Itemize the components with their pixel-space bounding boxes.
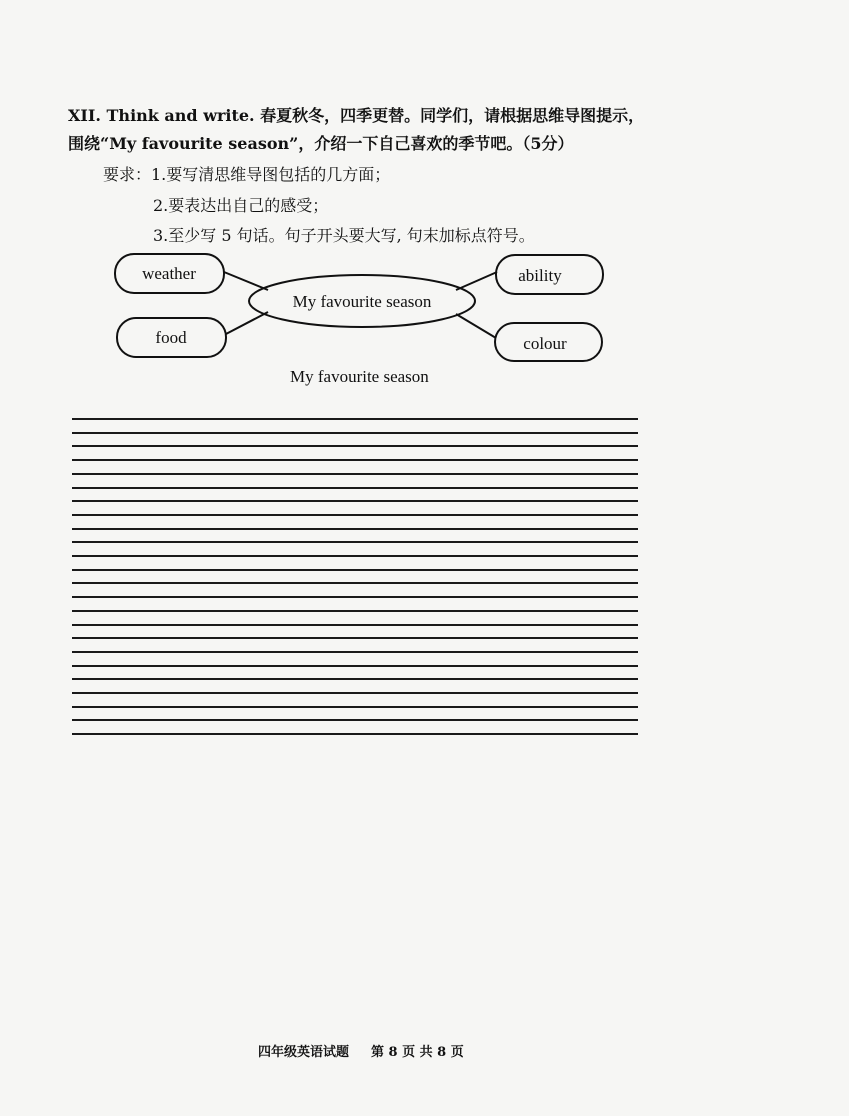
writing-line: [72, 651, 638, 653]
requirement-1: 要求：1.要写清思维导图包括的几方面；: [103, 165, 391, 184]
writing-line: [72, 665, 638, 667]
requirement-2: 2.要表达出自己的感受；: [153, 196, 329, 215]
page-footer: [258, 1041, 486, 1060]
node-food-label: food: [155, 328, 187, 347]
writing-line: [72, 610, 638, 612]
node-colour-label: colour: [523, 334, 567, 353]
exam-name: 四年级英语试题: [258, 1045, 350, 1060]
connector-weather: [224, 272, 268, 290]
writing-line: [72, 706, 638, 708]
node-weather-label: weather: [142, 264, 196, 283]
writing-line: [72, 541, 638, 543]
writing-line: [72, 719, 638, 721]
writing-line: [72, 432, 638, 434]
section-title-line-1: XII. Think and write. 春夏秋冬，四季更替。同学们，请根据思维导图提示，: [68, 106, 645, 125]
center-node: [249, 275, 475, 327]
node-weather: [115, 254, 224, 293]
writing-line: [72, 582, 638, 584]
writing-line: [72, 678, 638, 680]
writing-line: [72, 500, 638, 502]
writing-line: [72, 418, 638, 420]
writing-line: [72, 487, 638, 489]
connector-food: [226, 312, 268, 334]
node-ability-label: ability: [518, 266, 562, 285]
writing-line: [72, 569, 638, 571]
writing-line: [72, 528, 638, 530]
node-ability: [496, 255, 603, 294]
writing-line: [72, 459, 638, 461]
center-node-label: My favourite season: [292, 292, 432, 311]
writing-title: My favourite season: [290, 367, 429, 386]
requirement-3: 3.至少写 5 句话。句子开头要大写, 句末加标点符号。: [153, 226, 535, 245]
section-title-line-2: 围绕“My favourite season”，介绍一下自己喜欢的季节吧。（5分）: [68, 134, 574, 153]
node-colour: [495, 323, 602, 361]
writing-line: [72, 473, 638, 475]
connector-ability: [456, 272, 497, 290]
writing-line: [72, 692, 638, 694]
writing-line: [72, 445, 638, 447]
page-number: 第 8 页 共 8 页: [371, 1045, 464, 1060]
writing-line: [72, 555, 638, 557]
writing-line: [72, 624, 638, 626]
writing-line: [72, 637, 638, 639]
node-food: [117, 318, 226, 357]
writing-line: [72, 514, 638, 516]
writing-line: [72, 733, 638, 735]
writing-line: [72, 596, 638, 598]
connector-colour: [456, 314, 496, 338]
